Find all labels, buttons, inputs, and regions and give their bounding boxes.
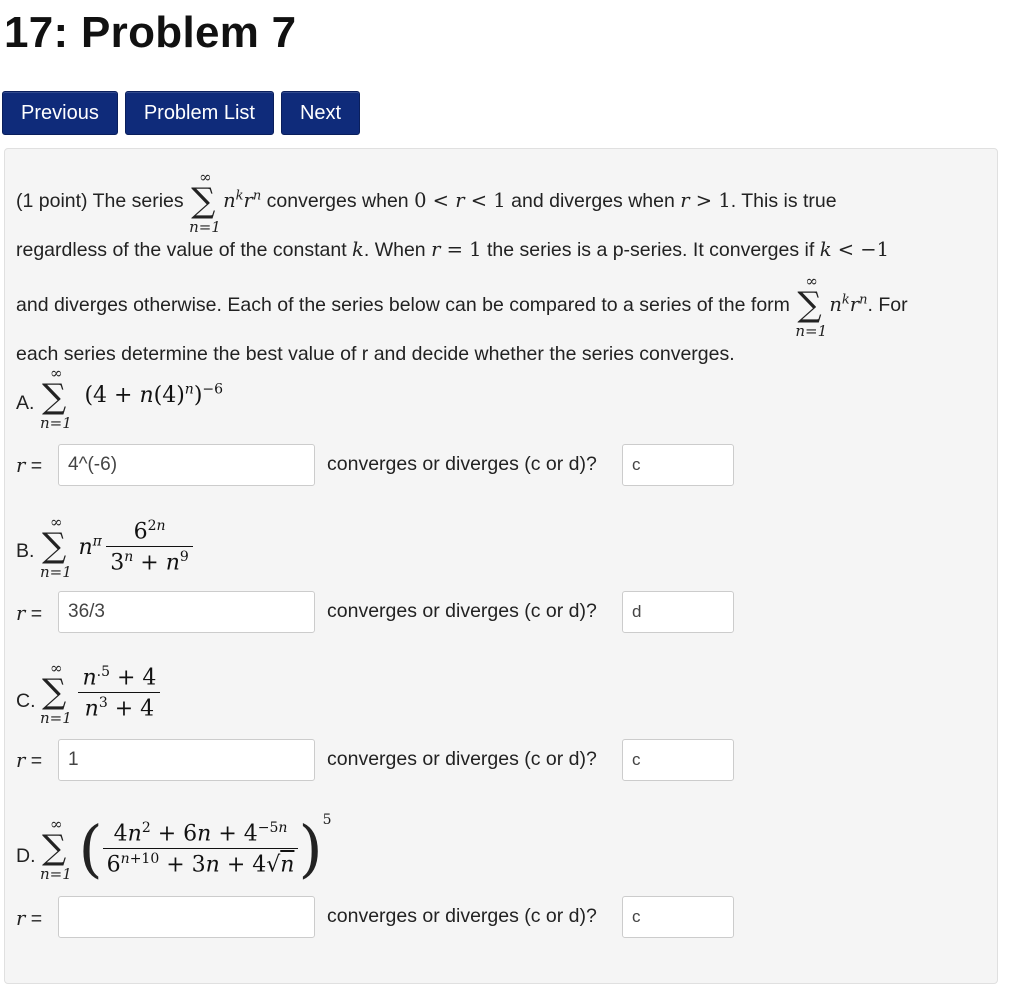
intro-text: converges when	[266, 190, 409, 213]
cd-input-c[interactable]: c	[622, 739, 734, 781]
r-label: r =	[16, 907, 43, 930]
intro-text: and diverges when	[511, 190, 675, 213]
cd-question: converges or diverges (c or d)?	[327, 600, 597, 622]
cd-input-d[interactable]: c	[622, 896, 734, 938]
problem-a-expression: ∞ ∑ n=1 $(4 + n(4)^n)^{-6}$	[40, 364, 224, 432]
cd-question: converges or diverges (c or d)?	[327, 453, 597, 475]
intro-text: and diverges otherwise. Each of the series below can be compared to a series of the form	[16, 294, 790, 317]
problem-b-label: B.	[16, 540, 35, 562]
sum-symbol: ∞ ∑ n=1	[795, 272, 828, 340]
previous-button[interactable]: Previous	[2, 91, 118, 135]
problem-d-expression: ∞ ∑ n=1 ( $\frac{4n^2 + 6n + 4^{-5n}}{6^{n+10} + 3n + 4√n}$ )$^5$	[40, 812, 332, 885]
intro-line-3: and diverges otherwise. Each of the series below can be compared to a series of the form ∞ ∑ n=1 $n^kr^n$. For	[16, 272, 908, 340]
intro-text: . This is true	[730, 190, 837, 213]
cd-input-b[interactable]: d	[622, 591, 734, 633]
intro-line-1: (1 point) The series ∞ ∑ n=1 $n^kr^n$ converges when 0 < r < 1 and diverges when r > 1. This is true	[16, 168, 837, 236]
intro-text: (1 point) The series	[16, 190, 184, 213]
sum-symbol: ∞ ∑ n=1	[189, 168, 221, 236]
r-label: r =	[16, 602, 43, 625]
intro-line-2: regardless of the value of the constant k. When r = 1 the series is a p-series. It converges if k < −1	[16, 238, 890, 261]
intro-text: the series is a p-series. It converges if	[486, 239, 815, 261]
cd-input-a[interactable]: c	[622, 444, 734, 486]
problem-c-label: C.	[16, 690, 36, 712]
intro-text: . For	[867, 294, 908, 317]
problem-c-expression: ∞ ∑ n=1 $\frac{n^{.5} + 4}{n^3 + 4}$	[40, 664, 160, 722]
r-input-c[interactable]: 1	[58, 739, 315, 781]
problem-a-label: A.	[16, 392, 35, 414]
problem-b-expression: ∞ ∑ n=1 $n^\pi$ $\frac{6^{2n}}{3^n + n^9}$	[40, 518, 193, 576]
problem-d-label: D.	[16, 845, 36, 867]
cd-question: converges or diverges (c or d)?	[327, 748, 597, 770]
r-label: r =	[16, 749, 43, 772]
r-input-b[interactable]: 36/3	[58, 591, 315, 633]
next-button[interactable]: Next	[281, 91, 360, 135]
r-input-a[interactable]: 4^(-6)	[58, 444, 315, 486]
r-label: r =	[16, 454, 43, 477]
r-input-d[interactable]	[58, 896, 315, 938]
intro-text: . When	[363, 239, 426, 261]
intro-line-4: each series determine the best value of r and decide whether the series converges.	[16, 343, 735, 365]
problem-list-button[interactable]: Problem List	[125, 91, 274, 135]
nav-bar	[2, 91, 360, 135]
page-title: 17: Problem 7	[4, 8, 297, 57]
cd-question: converges or diverges (c or d)?	[327, 905, 597, 927]
intro-text: regardless of the value of the constant	[16, 239, 347, 261]
